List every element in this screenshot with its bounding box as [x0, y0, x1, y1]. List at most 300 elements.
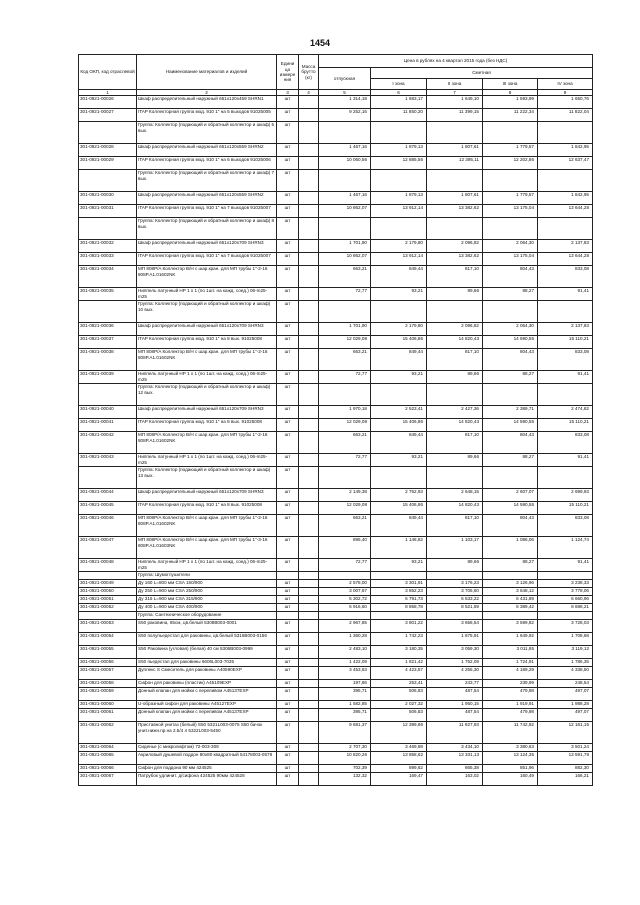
table-cell-price-zone2: 1 675,91: [427, 633, 483, 646]
table-cell-price-zone2: 3 705,60: [427, 588, 483, 596]
table-cell-price-otpusk: 2 149,38: [319, 489, 371, 502]
table-row: [79, 688, 593, 701]
table-cell-code: 301-0921-00056: [79, 659, 137, 667]
table-cell-code: 301-0921-00057: [79, 667, 137, 680]
table-cell-price-zone3: [483, 572, 538, 580]
table-cell-code: 301-0921-00055: [79, 646, 137, 659]
page-number: 1454: [309, 38, 331, 48]
table-cell-name: Приставной унитаз (белый) S50 5321L003-0075 S50 бачок унит.нижн.пр.на 2.5/4 л 5322L003-5450: [137, 722, 277, 744]
table-cell-code: 301-0921-00048: [79, 559, 137, 572]
table-cell-unit: шт: [277, 752, 299, 765]
table-cell-price-zone1: 253,41: [371, 680, 427, 688]
table-cell-mass: [299, 580, 319, 588]
table-cell-price-zone1: [371, 612, 427, 620]
table-cell-code: 301-0921-00051: [79, 596, 137, 604]
header-price-group: Цена в рублях на 4 квартал 2015 года (без НДС): [319, 55, 593, 68]
table-cell-name: S50 Раковина (угловая) (белая) 40 см 5306B003-0999: [137, 646, 277, 659]
table-cell-mass: [299, 572, 319, 580]
table-cell-price-otpusk: 132,32: [319, 773, 371, 786]
table-row: [79, 288, 593, 301]
table-cell-price-otpusk: 72,77: [319, 371, 371, 384]
table-cell-price-zone4: 166,21: [538, 773, 593, 786]
table-cell-price-otpusk: 3 453,63: [319, 667, 371, 680]
table-cell-code: 301-0921-00046: [79, 515, 137, 537]
table-cell-name: Ду 315 L=900 мм CSA 315/900: [137, 596, 277, 604]
table-cell-code: 301-0921-00061: [79, 709, 137, 722]
table-cell-price-otpusk: [319, 612, 371, 620]
table-cell-price-zone4: 12 637,47: [538, 157, 593, 170]
table-cell-mass: [299, 773, 319, 786]
table-cell-unit: шт: [277, 620, 299, 633]
table-cell-price-zone3: 804,43: [483, 349, 538, 371]
table-cell-price-zone3: 14 590,55: [483, 419, 538, 432]
table-cell-price-otpusk: 72,77: [319, 559, 371, 572]
table-row: [79, 588, 593, 596]
table-cell-mass: [299, 515, 319, 537]
table-cell-mass: [299, 489, 319, 502]
table-cell-price-otpusk: [319, 170, 371, 192]
column-index: 8: [483, 90, 538, 96]
table-cell-name: S50 раковина, 65см, цв.белый 5308B003-0001: [137, 620, 277, 633]
table-row: [79, 701, 593, 709]
table-cell-price-zone2: 14 820,43: [427, 336, 483, 349]
table-cell-unit: шт: [277, 96, 299, 109]
table-cell-price-otpusk: 12 029,08: [319, 502, 371, 515]
header-zone4: IV зона: [538, 79, 593, 90]
table-cell-price-zone4: 3 119,12: [538, 646, 593, 659]
table-cell-price-zone2: [427, 467, 483, 489]
table-cell-price-zone2: 1 807,61: [427, 144, 483, 157]
column-index: 1: [79, 90, 137, 96]
table-cell-price-zone4: 1 124,74: [538, 537, 593, 559]
table-cell-price-zone3: 8 389,42: [483, 604, 538, 612]
table-cell-mass: [299, 502, 319, 515]
table-row: [79, 419, 593, 432]
table-cell-unit: шт: [277, 432, 299, 454]
table-cell-price-zone1: 2 027,32: [371, 701, 427, 709]
table-cell-mass: [299, 218, 319, 240]
table-cell-mass: [299, 109, 319, 122]
table-cell-unit: шт: [277, 170, 299, 192]
table-cell-price-zone2: 8 521,59: [427, 604, 483, 612]
table-cell-price-zone4: 4 338,50: [538, 667, 593, 680]
table-cell-mass: [299, 604, 319, 612]
table-row: [79, 744, 593, 752]
table-cell-price-zone1: 6 791,73: [371, 596, 427, 604]
table-cell-price-zone3: [483, 218, 538, 240]
table-cell-price-zone1: 12 399,86: [371, 722, 427, 744]
table-cell-price-otpusk: [319, 301, 371, 323]
table-cell-mass: [299, 288, 319, 301]
table-cell-price-zone3: 88,27: [483, 559, 538, 572]
table-cell-code: 301-0921-00049: [79, 580, 137, 588]
table-cell-unit: шт: [277, 515, 299, 537]
table-cell-name: ITAP Коллекторная группа мод. 910 1" на 7 выходов 91025007: [137, 253, 277, 266]
table-cell-unit: шт: [277, 688, 299, 701]
table-cell-unit: шт: [277, 489, 299, 502]
table-cell-price-zone4: 11 822,04: [538, 109, 593, 122]
table-row: [79, 301, 593, 323]
table-cell-code: 301-0921-00044: [79, 489, 137, 502]
table-cell-price-zone3: 2 064,30: [483, 240, 538, 253]
table-cell-price-zone3: [483, 170, 538, 192]
table-cell-code: [79, 572, 137, 580]
table-cell-price-zone1: [371, 170, 427, 192]
table-cell-price-zone2: 13 382,62: [427, 205, 483, 218]
table-cell-price-zone1: 93,21: [371, 288, 427, 301]
table-cell-price-zone3: 239,99: [483, 680, 538, 688]
table-cell-price-zone1: 93,21: [371, 371, 427, 384]
table-cell-price-zone2: 817,10: [427, 266, 483, 288]
table-cell-price-zone4: [538, 170, 593, 192]
table-cell-code: 301-0921-00059: [79, 688, 137, 701]
table-cell-name: Ниппель латунный НР 1 х 1 (по 1шт. на кажд. соед.) 06-m25-m25: [137, 454, 277, 467]
table-cell-price-zone4: [538, 467, 593, 489]
table-row: [79, 144, 593, 157]
table-cell-mass: [299, 722, 319, 744]
table-cell-code: 301-0921-00039: [79, 371, 137, 384]
table-row: [79, 722, 593, 744]
table-cell-price-zone3: 479,98: [483, 709, 538, 722]
table-cell-price-otpusk: 1 970,18: [319, 406, 371, 419]
table-row: [79, 489, 593, 502]
table-cell-name: Шкаф распределительный наружный 651х120х559 SHRN2: [137, 192, 277, 205]
table-cell-price-zone2: 3 434,10: [427, 744, 483, 752]
table-cell-price-zone2: 89,66: [427, 288, 483, 301]
table-cell-code: [79, 301, 137, 323]
header-unit: Едини ца измере ния: [277, 55, 299, 90]
table-cell-price-zone2: 1 103,17: [427, 537, 483, 559]
table-cell-price-zone2: 89,66: [427, 371, 483, 384]
table-cell-code: 301-0921-00035: [79, 288, 137, 301]
table-cell-mass: [299, 157, 319, 170]
table-cell-price-zone1: 8 858,78: [371, 604, 427, 612]
table-cell-price-otpusk: 1 701,90: [319, 323, 371, 336]
table-cell-price-otpusk: 1 314,18: [319, 96, 371, 109]
table-cell-price-zone3: 13 175,04: [483, 253, 538, 266]
table-cell-price-zone1: [371, 572, 427, 580]
table-row: [79, 192, 593, 205]
table-cell-unit: шт: [277, 659, 299, 667]
table-cell-price-zone4: 13 591,78: [538, 752, 593, 765]
table-cell-price-zone2: 1 950,15: [427, 701, 483, 709]
table-row: [79, 157, 593, 170]
table-cell-unit: шт: [277, 773, 299, 786]
table-cell-mass: [299, 588, 319, 596]
table-cell-price-zone2: [427, 384, 483, 406]
table-cell-price-zone3: 2 064,30: [483, 323, 538, 336]
table-row: [79, 323, 593, 336]
table-cell-price-zone2: 13 331,13: [427, 752, 483, 765]
table-cell-mass: [299, 612, 319, 620]
table-cell-code: 301-0921-00045: [79, 502, 137, 515]
table-cell-price-zone3: 804,43: [483, 432, 538, 454]
table-cell-price-zone4: 12 161,15: [538, 722, 593, 744]
table-cell-name: Группа: Шумоглушители: [137, 572, 277, 580]
table-cell-price-zone2: [427, 301, 483, 323]
table-row: [79, 122, 593, 144]
table-cell-unit: шт: [277, 604, 299, 612]
table-cell-price-zone2: 4 255,30: [427, 667, 483, 680]
table-cell-code: 301-0921-00028: [79, 144, 137, 157]
table-cell-price-zone4: 6 660,96: [538, 596, 593, 604]
table-cell-price-otpusk: 72,77: [319, 288, 371, 301]
table-cell-price-zone1: 3 180,35: [371, 646, 427, 659]
table-cell-price-zone3: 804,43: [483, 266, 538, 288]
table-row: [79, 336, 593, 349]
table-cell-price-zone1: 899,62: [371, 765, 427, 773]
table-cell-name: Шкаф распределительный наружный 651х120х709 SHRN3: [137, 406, 277, 419]
table-cell-price-zone4: [538, 384, 593, 406]
table-cell-price-zone4: 2 699,93: [538, 489, 593, 502]
table-cell-name: Сифон для поддона 90 мм 424525: [137, 765, 277, 773]
table-cell-price-otpusk: 2 967,85: [319, 620, 371, 633]
table-cell-price-otpusk: 663,21: [319, 515, 371, 537]
table-cell-price-zone2: 89,66: [427, 559, 483, 572]
table-row: [79, 170, 593, 192]
table-cell-name: Донный клапан для мойки с переливом A45137EXP: [137, 688, 277, 701]
column-index: 2: [137, 90, 277, 96]
table-cell-unit: шт: [277, 709, 299, 722]
table-row: [79, 406, 593, 419]
table-cell-name: ITAP Коллекторная группа мод. 910 1" на 6 выходов 91025006: [137, 157, 277, 170]
table-row: [79, 218, 593, 240]
table-cell-price-zone1: 2 523,41: [371, 406, 427, 419]
table-cell-price-otpusk: [319, 572, 371, 580]
table-cell-price-zone2: 2 096,82: [427, 323, 483, 336]
table-cell-name: ITAP Коллекторная группа мод. 910 1" на 8 вых. 91025008: [137, 336, 277, 349]
table-cell-mass: [299, 596, 319, 604]
table-row: [79, 384, 593, 406]
table-cell-price-zone4: 8 688,21: [538, 604, 593, 612]
table-cell-mass: [299, 384, 319, 406]
table-cell-price-otpusk: 6 916,60: [319, 604, 371, 612]
table-cell-price-zone3: 1 779,57: [483, 192, 538, 205]
table-cell-price-zone3: 3 011,85: [483, 646, 538, 659]
table-cell-name: Ду 160 L=800 мм CSA 160/900: [137, 580, 277, 588]
table-row: [79, 502, 593, 515]
table-cell-price-zone1: 169,47: [371, 773, 427, 786]
table-cell-price-zone3: 13 175,04: [483, 205, 538, 218]
table-row: [79, 349, 593, 371]
table-cell-code: 301-0921-00062: [79, 722, 137, 744]
table-cell-unit: шт: [277, 205, 299, 218]
table-cell-price-zone1: 13 912,14: [371, 205, 427, 218]
table-cell-price-zone3: 11 222,34: [483, 109, 538, 122]
table-cell-price-otpusk: 663,21: [319, 432, 371, 454]
table-cell-mass: [299, 192, 319, 205]
table-cell-code: 301-0921-00036: [79, 323, 137, 336]
table-cell-price-zone3: 13 124,35: [483, 752, 538, 765]
table-cell-price-zone1: 12 885,56: [371, 157, 427, 170]
table-cell-unit: шт: [277, 266, 299, 288]
header-code: Код ОКП, код отраслевой: [79, 55, 137, 90]
table-cell-price-zone1: 849,44: [371, 266, 427, 288]
table-cell-price-zone4: 1 650,76: [538, 96, 593, 109]
table-cell-unit: шт: [277, 144, 299, 157]
table-cell-code: 301-0921-00054: [79, 633, 137, 646]
table-cell-price-zone3: 1 724,91: [483, 659, 538, 667]
table-cell-price-zone1: 11 850,20: [371, 109, 427, 122]
table-cell-unit: шт: [277, 722, 299, 744]
table-cell-price-zone4: 91,41: [538, 454, 593, 467]
table-cell-price-otpusk: 1 701,90: [319, 240, 371, 253]
table-cell-price-zone3: 160,49: [483, 773, 538, 786]
table-cell-mass: [299, 432, 319, 454]
table-cell-price-zone2: 89,66: [427, 454, 483, 467]
table-cell-price-zone3: 851,96: [483, 765, 538, 773]
table-cell-price-otpusk: 1 360,28: [319, 633, 371, 646]
table-cell-mass: [299, 170, 319, 192]
table-cell-code: 301-0921-00030: [79, 192, 137, 205]
table-cell-price-zone4: 3 728,03: [538, 620, 593, 633]
table-cell-unit: шт: [277, 109, 299, 122]
table-row: [79, 596, 593, 604]
table-cell-unit: шт: [277, 680, 299, 688]
table-cell-price-zone3: 804,43: [483, 515, 538, 537]
table-cell-name: Группа: Коллектор (подающий и обратный коллектор и шкаф) 12 вых.: [137, 384, 277, 406]
table-cell-price-zone3: 1 593,99: [483, 96, 538, 109]
table-cell-price-zone1: 1 742,23: [371, 633, 427, 646]
table-cell-unit: шт: [277, 701, 299, 709]
table-cell-price-zone4: 3 501,24: [538, 744, 593, 752]
table-cell-price-zone1: 2 179,80: [371, 323, 427, 336]
table-cell-code: 301-0921-00065: [79, 752, 137, 765]
table-cell-price-zone3: 3 126,96: [483, 580, 538, 588]
table-cell-price-zone1: 3 301,91: [371, 580, 427, 588]
table-cell-mass: [299, 467, 319, 489]
table-cell-name: Группа: Коллектор (подающий и обратный коллектор и шкаф) 10 вых.: [137, 301, 277, 323]
table-cell-mass: [299, 709, 319, 722]
table-cell-price-zone1: 15 406,86: [371, 502, 427, 515]
table-cell-code: 301-0921-00058: [79, 680, 137, 688]
table-cell-unit: шт: [277, 419, 299, 432]
table-cell-price-zone2: 487,54: [427, 688, 483, 701]
table-cell-price-zone2: 3 059,30: [427, 646, 483, 659]
table-cell-price-otpusk: 12 029,08: [319, 419, 371, 432]
table-cell-price-zone3: 1 649,92: [483, 633, 538, 646]
table-cell-price-zone2: 2 648,15: [427, 489, 483, 502]
table-cell-price-zone2: 1 752,09: [427, 659, 483, 667]
table-cell-price-zone2: 817,10: [427, 349, 483, 371]
table-cell-price-zone3: [483, 384, 538, 406]
table-cell-price-zone4: 833,08: [538, 349, 593, 371]
table-cell-name: Шкаф распределительный наружный 651х120х459 SHRN1: [137, 96, 277, 109]
table-cell-code: [79, 218, 137, 240]
table-cell-price-zone3: [483, 301, 538, 323]
table-cell-price-otpusk: 702,39: [319, 765, 371, 773]
table-cell-price-zone2: 14 820,43: [427, 502, 483, 515]
table-cell-price-zone3: 12 202,86: [483, 157, 538, 170]
table-cell-price-zone3: 1 779,57: [483, 144, 538, 157]
table-cell-name: ITAP Коллекторная группа мод. 910 1" на 8 вых. 91025008: [137, 502, 277, 515]
table-cell-price-zone2: 487,54: [427, 709, 483, 722]
table-row: [79, 659, 593, 667]
table-cell-name: Ниппель латунный НР 1 х 1 (по 1шт. на кажд. соед.) 06-m25-m25: [137, 559, 277, 572]
column-index: 9: [538, 90, 593, 96]
table-cell-price-otpusk: 895,40: [319, 537, 371, 559]
table-cell-price-zone1: 3 801,22: [371, 620, 427, 633]
table-cell-price-zone1: 506,83: [371, 688, 427, 701]
table-row: [79, 454, 593, 467]
table-cell-mass: [299, 680, 319, 688]
table-cell-price-zone3: 14 590,55: [483, 336, 538, 349]
header-zone3: III зона: [483, 79, 538, 90]
table-cell-price-zone2: 817,10: [427, 432, 483, 454]
table-cell-code: 301-0921-00042: [79, 432, 137, 454]
table-cell-code: 301-0921-00041: [79, 419, 137, 432]
table-cell-code: 301-0921-00032: [79, 240, 137, 253]
table-cell-mass: [299, 765, 319, 773]
table-cell-price-otpusk: 3 007,67: [319, 588, 371, 596]
table-cell-mass: [299, 349, 319, 371]
table-cell-unit: шт: [277, 253, 299, 266]
table-cell-price-zone2: 1 649,10: [427, 96, 483, 109]
table-cell-code: 301-0921-00026: [79, 96, 137, 109]
table-cell-name: Патрубок удлинит. д/сифона 424525 90мм 424528: [137, 773, 277, 786]
table-cell-name: ITAP Коллекторная группа мод. 910 1" на 8 вых. 91025008: [137, 419, 277, 432]
table-cell-price-zone2: 12 395,11: [427, 157, 483, 170]
table-cell-code: [79, 384, 137, 406]
table-cell-price-zone1: 1 821,42: [371, 659, 427, 667]
table-cell-mass: [299, 559, 319, 572]
table-cell-price-zone4: [538, 612, 593, 620]
table-cell-price-zone2: 2 096,82: [427, 240, 483, 253]
table-cell-code: 301-0921-00052: [79, 604, 137, 612]
table-cell-price-otpusk: 1 467,16: [319, 192, 371, 205]
table-cell-price-zone1: [371, 384, 427, 406]
table-row: [79, 432, 593, 454]
table-cell-name: Группа: Коллектор (подающий и обратный коллектор и шкаф) 5 вых.: [137, 122, 277, 144]
table-cell-unit: шт: [277, 371, 299, 384]
table-row: [79, 612, 593, 620]
table-cell-name: Группа: Коллектор (подающий и обратный коллектор и шкаф) 7 вых.: [137, 170, 277, 192]
table-cell-price-zone3: [483, 122, 538, 144]
table-cell-price-otpusk: 663,21: [319, 349, 371, 371]
table-cell-code: 301-0921-00047: [79, 537, 137, 559]
header-name: Наименование материалов и изделий: [137, 55, 277, 90]
table-cell-code: [79, 122, 137, 144]
table-row: [79, 266, 593, 288]
table-cell-price-otpusk: [319, 467, 371, 489]
column-index: 7: [427, 90, 483, 96]
table-row: [79, 765, 593, 773]
table-cell-price-zone1: 13 912,14: [371, 253, 427, 266]
table-cell-price-zone4: 15 110,21: [538, 336, 593, 349]
table-cell-price-zone4: [538, 122, 593, 144]
table-cell-price-zone1: 3 852,23: [371, 588, 427, 596]
table-cell-price-otpusk: [319, 218, 371, 240]
table-row: [79, 559, 593, 572]
table-cell-price-zone3: 88,27: [483, 454, 538, 467]
table-cell-price-zone4: 833,08: [538, 266, 593, 288]
table-cell-price-zone2: [427, 612, 483, 620]
table-cell-name: МП 808P/A Коллектор В/Н с шар.кран. для МП трубы 1"-2-16 808P.A1.01602NK: [137, 349, 277, 371]
table-cell-code: 301-0921-00064: [79, 744, 137, 752]
table-cell-price-zone1: 1 146,82: [371, 537, 427, 559]
table-cell-code: [79, 170, 137, 192]
table-cell-mass: [299, 205, 319, 218]
table-cell-price-zone3: 11 742,92: [483, 722, 538, 744]
table-cell-code: [79, 467, 137, 489]
table-cell-name: Шкаф распределительный наружный 651х120х709 SHRN3: [137, 323, 277, 336]
header-smetnye: Сметная: [371, 68, 593, 79]
table-cell-unit: шт: [277, 406, 299, 419]
table-cell-mass: [299, 454, 319, 467]
table-cell-name: S50 полупьедестал для раковины, цв.белый 5316B003-0156: [137, 633, 277, 646]
table-cell-mass: [299, 96, 319, 109]
table-cell-price-zone4: 882,30: [538, 765, 593, 773]
